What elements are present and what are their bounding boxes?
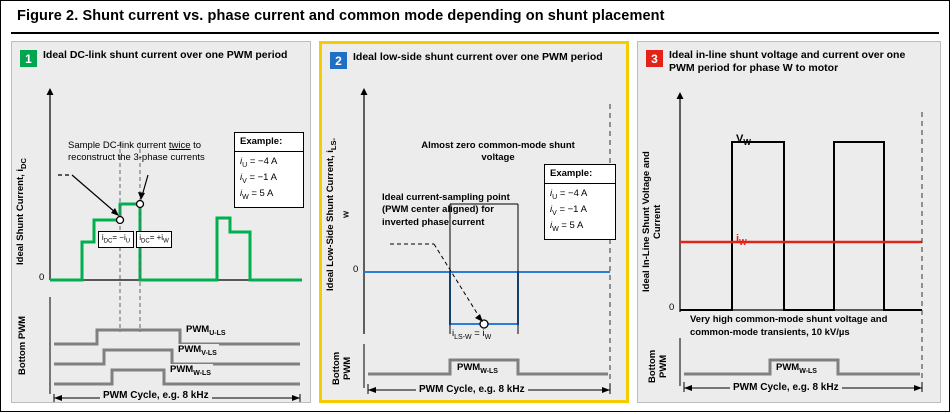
panel-3-note: Very high common-mode shunt voltage and common-mode transients, 10 kV/µs bbox=[690, 314, 888, 338]
figure-title-bar bbox=[1, 1, 949, 31]
panel-low-side-shunt bbox=[319, 41, 629, 403]
panel-3-heading: Ideal in-line shunt voltage and current over one PWM period for phase W to motor bbox=[669, 49, 906, 75]
panel-2-zero-label: 0 bbox=[353, 264, 359, 275]
panel-1-example-header: Example: bbox=[235, 133, 303, 152]
panel-2-note-mid: Ideal current-sampling point (PWM center aligned) for inverted phase current bbox=[382, 192, 510, 228]
panel-1-pwm-trace-label: $PWM_{W-LS}$ bbox=[170, 364, 211, 377]
panel-2-example-row: $i_U = -4$ A bbox=[550, 187, 588, 201]
panel-2-callout: $i_{LS-W} = i_W$ bbox=[452, 328, 492, 341]
panel-1-annotation-idc-iw: $i_{DC}= +i_W$ bbox=[136, 231, 172, 248]
panel-2-heading: Ideal low-side shunt current over one PWM period bbox=[353, 51, 603, 63]
panel-2-pwm-trace-label: $PWM_{W-LS}$ bbox=[457, 362, 498, 375]
panel-2-cycle-label: PWM Cycle, e.g. 8 kHz bbox=[416, 384, 528, 395]
panel-2-example-box bbox=[544, 164, 616, 240]
panel-1-pwm-trace-label: $PWM_{U-LS}$ bbox=[186, 324, 226, 337]
panel-3-cycle-label: PWM Cycle, e.g. 8 kHz bbox=[730, 382, 842, 393]
panel-1-bottom-pwm-label: Bottom PWM bbox=[17, 315, 28, 375]
panel-2-bottom-pwm-label: Bottom PWM bbox=[331, 351, 353, 385]
panel-3-bottom-pwm-label: Bottom PWM bbox=[647, 349, 669, 383]
title-divider bbox=[11, 32, 939, 34]
panel-3-y-axis-label: Ideal In-Line Shunt Voltage and Current bbox=[641, 151, 663, 293]
panel-inline-shunt bbox=[637, 41, 941, 403]
panel-1-example-row: $i_W = 5$ A bbox=[240, 187, 274, 201]
panel-2-y-axis-label: Ideal Low-Side Shunt Current, $i_{LS-W}$ bbox=[325, 137, 351, 291]
page-title: Figure 2. Shunt current vs. phase current and common mode depending on shunt placement bbox=[17, 8, 665, 24]
panel-1-cycle-label: PWM Cycle, e.g. 8 kHz bbox=[100, 390, 212, 401]
panel-1-zero-label: 0 bbox=[39, 272, 45, 283]
panels-row bbox=[11, 41, 941, 403]
panel-1-y-axis-label: Ideal Shunt Current, $i_{DC}$ bbox=[15, 158, 28, 266]
panel-3-pwm-trace-label: $PWM_{W-LS}$ bbox=[776, 362, 817, 375]
panel-dc-link-shunt bbox=[11, 41, 311, 403]
panel-1-example-row: $i_V = -1$ A bbox=[240, 171, 277, 185]
panel-1-heading: Ideal DC-link shunt current over one PWM period bbox=[43, 49, 288, 61]
panel-2-example-header: Example: bbox=[545, 165, 615, 184]
panel-2-example-row: $i_W = 5$ A bbox=[550, 219, 584, 233]
panel-1-annotation-idc-iu: $i_{DC}= -i_U$ bbox=[98, 231, 134, 248]
panel-2-badge: 2 bbox=[330, 52, 347, 69]
panel-2-example-row: $i_V = -1$ A bbox=[550, 203, 587, 217]
panel-3-zero-label: 0 bbox=[669, 302, 675, 313]
panel-3-badge: 3 bbox=[646, 50, 663, 67]
panel-1-pwm-trace-label: $PWM_{V-LS}$ bbox=[178, 344, 217, 357]
panel-3-trace-label-iw: $i_W$ bbox=[736, 233, 747, 248]
panel-2-note-top: Almost zero common-mode shunt voltage bbox=[421, 140, 575, 164]
panel-1-chart bbox=[12, 42, 312, 404]
panel-1-badge: 1 bbox=[20, 50, 37, 67]
panel-1-example-row: $i_U = -4$ A bbox=[240, 155, 278, 169]
panel-1-example-box bbox=[234, 132, 304, 208]
panel-3-trace-label-vw: $V_W$ bbox=[736, 133, 751, 148]
panel-3-chart bbox=[638, 42, 938, 398]
panel-1-note: Sample DC-link current twice to reconstruct the 3-phase currents bbox=[68, 140, 205, 164]
